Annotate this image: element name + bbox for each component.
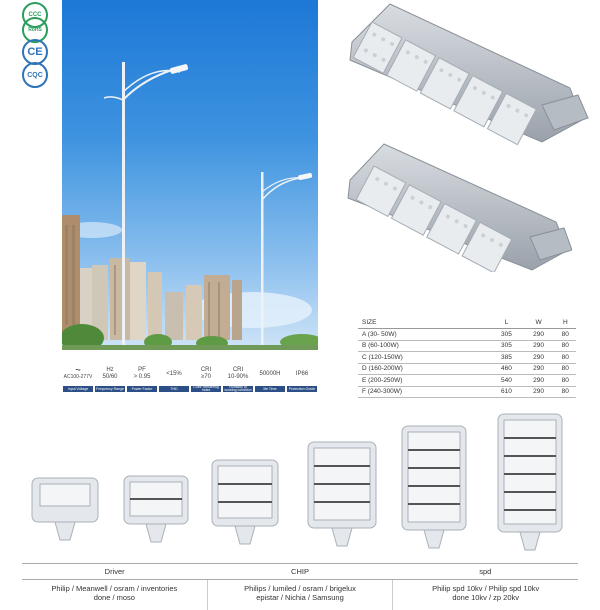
table-row: A (30- 50W) 305 290 80 bbox=[358, 329, 576, 341]
spec-value: Hz 50/60 bbox=[102, 367, 118, 380]
spec-icon-voltage: ⏦ AC100-277V Input Voltage bbox=[63, 367, 93, 391]
component-spec-row bbox=[22, 580, 578, 610]
product-lineup bbox=[30, 412, 570, 552]
spec-value: IP66 bbox=[295, 370, 309, 377]
spec-label: Input Voltage bbox=[63, 386, 93, 392]
spec-value: 50000H bbox=[259, 370, 281, 377]
size-table-header: SIZE L W H bbox=[358, 316, 576, 329]
spec-icon-lifetime bbox=[254, 366, 286, 396]
spec-icon-thd bbox=[158, 366, 190, 396]
table-row: E (200-250W) 540 290 80 bbox=[358, 375, 576, 387]
spec-icon-cri bbox=[190, 366, 222, 396]
spd-cell: Philip spd 10kv / Philip spd 10kv done 10kv / zp 20kv bbox=[432, 584, 540, 602]
rohs-badge: RoHS bbox=[22, 17, 48, 43]
spec-value: PF > 0.95 bbox=[133, 367, 151, 380]
spec-label: Humidity of working condition bbox=[224, 385, 252, 392]
spec-label: Protection Grade bbox=[288, 386, 316, 391]
chip-cell: Philips / lumiled / osram / brigelux epistar / Nichia / Samsung bbox=[208, 580, 394, 610]
plug-icon: ⏦ bbox=[75, 367, 81, 374]
component-spec-table bbox=[22, 563, 578, 610]
street-scene-illustration bbox=[62, 0, 318, 350]
spec-value: CRI ≥70 bbox=[200, 367, 212, 380]
spec-icon-ip bbox=[286, 366, 318, 396]
fixture-four-module-image bbox=[342, 142, 572, 272]
spec-icons-row bbox=[62, 366, 318, 396]
ccc-badge: CCC bbox=[22, 2, 48, 28]
spec-value: <15% bbox=[166, 370, 182, 377]
spec-value: CRI 10-90% bbox=[227, 367, 249, 380]
table-row: B (60-100W) 305 290 80 bbox=[358, 340, 576, 352]
table-row: D (160-200W) 460 290 80 bbox=[358, 363, 576, 375]
spec-icon-humidity bbox=[222, 366, 254, 396]
driver-header: Driver bbox=[104, 567, 125, 576]
component-spec-header bbox=[22, 563, 578, 580]
chip-header: CHIP bbox=[291, 567, 309, 576]
table-row: F (240-300W) 610 290 80 bbox=[358, 386, 576, 398]
spec-label: THD bbox=[159, 386, 189, 392]
cqc-badge: CQC bbox=[22, 62, 48, 88]
ce-badge: CE bbox=[22, 39, 48, 65]
driver-cell: Philip / Meanwell / osram / inventories done / moso bbox=[22, 580, 208, 610]
spec-icon-pf bbox=[126, 366, 158, 396]
fixture-five-module-image bbox=[342, 0, 590, 145]
spec-label: Color Rendering Index bbox=[191, 386, 221, 392]
spec-label: life Time bbox=[255, 386, 285, 392]
spec-label: Frequency Range bbox=[96, 386, 124, 391]
table-row: C (120-150W) 385 290 80 bbox=[358, 352, 576, 364]
spec-label: Power Factor bbox=[127, 386, 157, 392]
spd-header: spd bbox=[479, 567, 492, 576]
street-light-photo bbox=[62, 0, 318, 350]
spec-icon-frequency bbox=[94, 366, 126, 396]
size-table bbox=[358, 316, 576, 398]
